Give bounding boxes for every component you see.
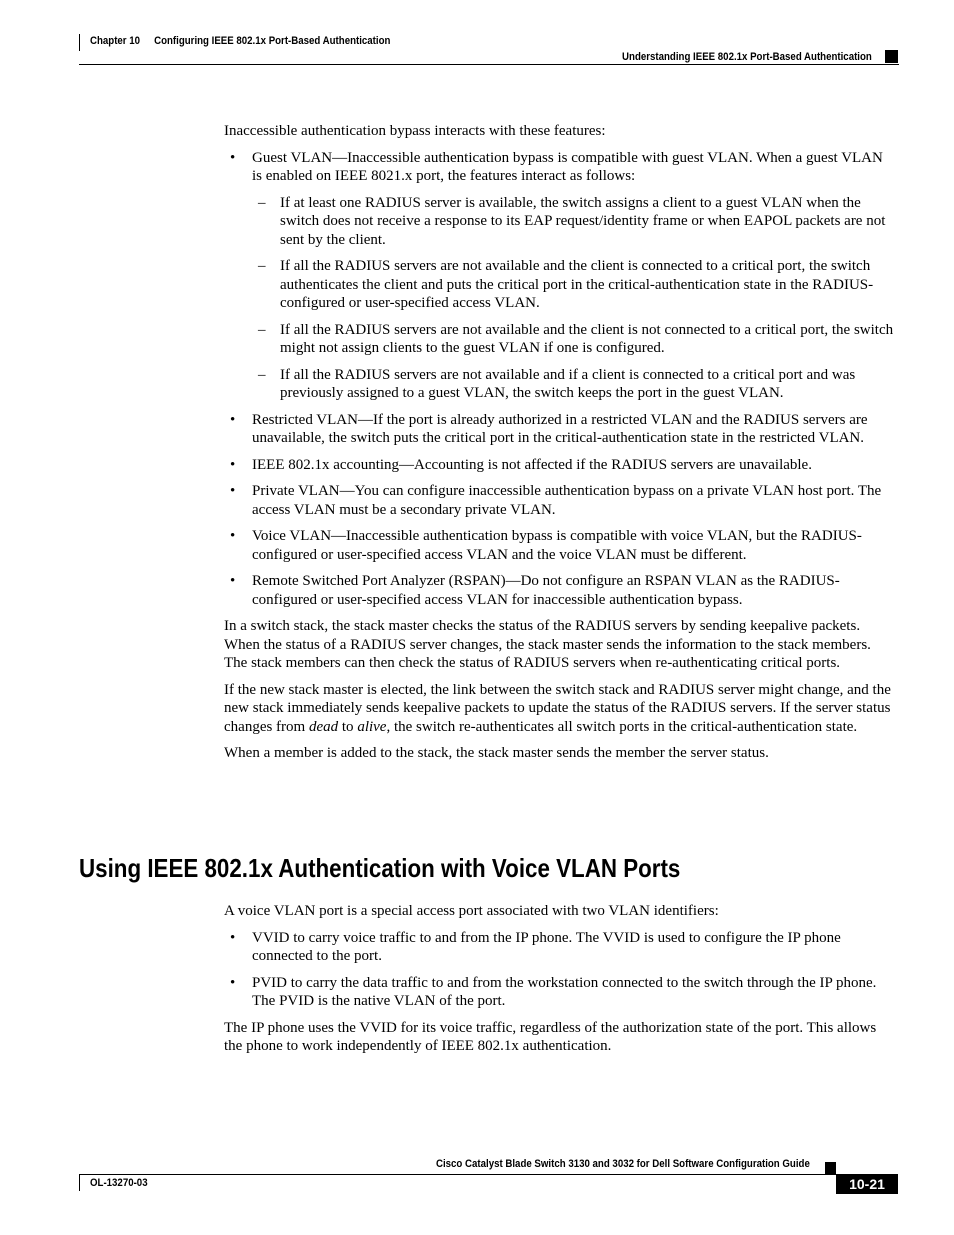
body-lower bbox=[224, 902, 896, 1064]
phone-paragraph: The IP phone uses the VVID for its voice traffic, regardless of the authorization state of the port. This allows the phone to work independently of IEEE 802.1x authentication. bbox=[224, 1019, 877, 1054]
list-item bbox=[252, 194, 896, 250]
member-paragraph: When a member is added to the stack, the stack master sends the member the server status. bbox=[224, 745, 769, 761]
chapter-title: Configuring IEEE 802.1x Port-Based Authentication bbox=[154, 35, 391, 47]
dash-mark: – bbox=[258, 366, 266, 383]
list-item-text: Remote Switched Port Analyzer (RSPAN)—Do not configure an RSPAN VLAN as the RADIUS-configured or user-specified access VLAN for inaccessible authentication bypass. bbox=[252, 573, 840, 608]
bullet-mark: • bbox=[230, 573, 236, 589]
bullet-mark: • bbox=[230, 411, 236, 428]
new-master-paragraph: If the new stack master is elected, the link between the switch stack and RADIUS server might change, and the new stack immediately sends keepalive packets to update the status of the RADIUS servers. If the server status changes from dead to alive, the switch re-authenticates all switch ports in the critical-authentication state. bbox=[224, 681, 891, 735]
page-number: 10-21 bbox=[836, 1174, 898, 1194]
bullet-mark: • bbox=[230, 483, 236, 499]
stack-paragraph: In a switch stack, the stack master checks the status of the RADIUS servers by sending keepalive packets. When the status of a RADIUS server changes, the stack master sends the information to the stack members. The stack members can then check the status of RADIUS servers when re-authenticating critical ports. bbox=[224, 618, 871, 671]
list-item bbox=[252, 366, 896, 403]
list-item-text: If at least one RADIUS server is available, the switch assigns a client to a guest VLAN when the switch does not receive a response to its EAP request/identity frame or when EAPOL packets are not sent by the client. bbox=[280, 194, 886, 248]
list-item bbox=[224, 149, 896, 403]
dash-mark: – bbox=[258, 321, 266, 338]
section-title: Using IEEE 802.1x Authentication with Voice VLAN Ports bbox=[79, 853, 681, 883]
bullet-mark: • bbox=[230, 149, 236, 166]
list-item-text: Private VLAN—You can configure inaccessible authentication bypass on a private VLAN host port. The access VLAN must be a secondary private VLAN. bbox=[252, 483, 882, 518]
guest-vlan-dash-list bbox=[252, 194, 896, 403]
list-item bbox=[224, 929, 896, 966]
footer-rule bbox=[79, 1174, 836, 1175]
voice-intro-paragraph: A voice VLAN port is a special access port associated with two VLAN identifiers: bbox=[224, 903, 719, 919]
footer-doc-number: OL-13270-03 bbox=[90, 1177, 148, 1189]
list-item-text: If all the RADIUS servers are not available and if a client is connected to a critical port and was previously assigned to a guest VLAN, the switch keeps the port in the guest VLAN. bbox=[280, 366, 856, 401]
list-item-text: Voice VLAN—Inaccessible authentication bypass is compatible with voice VLAN, but the RADIUS-configured or user-specified access VLAN and the voice VLAN must be different. bbox=[252, 528, 862, 563]
list-item bbox=[224, 974, 896, 1011]
list-item-text: PVID to carry the data traffic to and from the workstation connected to the switch through the IP phone. The PVID is the native VLAN of the port. bbox=[252, 974, 877, 1009]
dash-mark: – bbox=[258, 194, 266, 211]
feature-bullet-list bbox=[224, 149, 896, 610]
list-item bbox=[252, 257, 896, 313]
footer-guide-title: Cisco Catalyst Blade Switch 3130 and 3032 for Dell Software Configuration Guide bbox=[436, 1158, 810, 1170]
dash-mark: – bbox=[258, 258, 266, 274]
list-item-text: VVID to carry voice traffic to and from the IP phone. The VVID is used to configure the IP phone connected to the port. bbox=[252, 929, 841, 964]
list-item-text: Restricted VLAN—If the port is already authorized in a restricted VLAN and the RADIUS servers are unavailable, the switch puts the critical port in the critical-authentication state in the restricted VLAN. bbox=[252, 411, 868, 446]
list-item bbox=[224, 527, 896, 564]
list-item bbox=[224, 572, 896, 609]
footer-marker-box bbox=[825, 1162, 836, 1174]
footer-rule-left bbox=[79, 1174, 80, 1191]
running-header-chapter bbox=[90, 35, 390, 48]
body-upper bbox=[224, 122, 896, 771]
list-item-text: If all the RADIUS servers are not available and the client is not connected to a critical port, the switch might not assign clients to the guest VLAN if one is configured. bbox=[280, 321, 894, 356]
list-item bbox=[224, 411, 896, 448]
list-item-text: IEEE 802.1x accounting—Accounting is not affected if the RADIUS servers are unavailable. bbox=[252, 456, 812, 473]
header-rule-left bbox=[79, 34, 80, 51]
list-item bbox=[252, 321, 896, 358]
bullet-mark: • bbox=[230, 974, 236, 991]
vlan-id-bullet-list bbox=[224, 929, 896, 1011]
chapter-label: Chapter 10 bbox=[90, 35, 141, 47]
bullet-mark: • bbox=[230, 456, 236, 473]
header-marker-box bbox=[885, 50, 898, 63]
list-item bbox=[224, 482, 896, 519]
running-header-section: Understanding IEEE 802.1x Port-Based Authentication bbox=[622, 51, 872, 63]
header-rule-top bbox=[79, 64, 899, 65]
list-item-text: Guest VLAN—Inaccessible authentication bypass is compatible with guest VLAN. When a guest VLAN is enabled on IEEE 8021.x port, the features interact as follows: bbox=[252, 149, 883, 184]
intro-paragraph: Inaccessible authentication bypass interacts with these features: bbox=[224, 123, 606, 139]
list-item bbox=[224, 456, 896, 475]
bullet-mark: • bbox=[230, 929, 236, 946]
bullet-mark: • bbox=[230, 528, 236, 544]
list-item-text: If all the RADIUS servers are not available and the client is connected to a critical port, the switch authenticates the client and puts the critical port in the critical-authentication state in the RADIUS-configured or user-specified access VLAN. bbox=[280, 258, 874, 311]
